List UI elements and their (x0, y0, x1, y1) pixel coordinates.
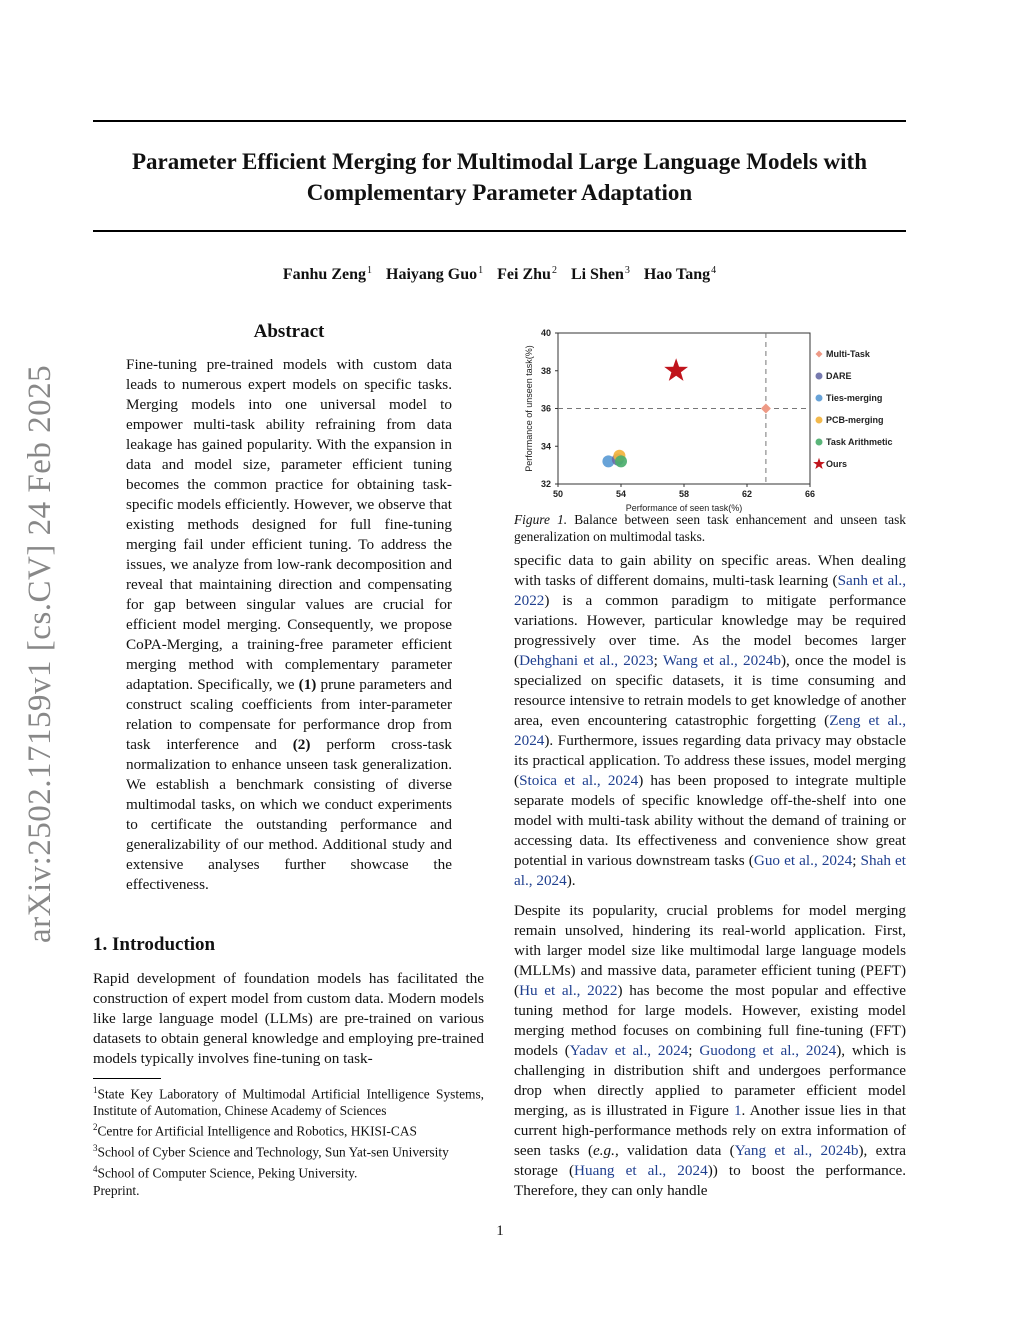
legend-label: Ties-merging (826, 393, 883, 403)
author (644, 266, 716, 283)
legend-label: Multi-Task (826, 349, 870, 359)
legend-label: Ours (826, 459, 848, 469)
footnote-text: Centre for Artificial Intelligence and Robotics, HKISI-CAS (97, 1123, 417, 1139)
footnotes (93, 1082, 484, 1182)
data-point-ours (664, 358, 688, 381)
figure-1 (514, 325, 906, 515)
author-name: Li Shen (570, 266, 624, 284)
author (283, 266, 372, 283)
body-text: Despite its popularity, crucial problems for model merging remain unsolved, hindering its real-world application. First, with larger model size like multimodal large language models (MLLMs) and massive data, parameter efficient tuning (PEFT) ( (514, 902, 906, 999)
citation-link[interactable]: Huang et al., 2024 (574, 1162, 708, 1179)
x-tick-label: 66 (804, 489, 816, 499)
legend-marker (813, 458, 825, 469)
footnote-text: School of Cyber Science and Technology, Sun Yat-sen University (97, 1144, 449, 1160)
citation-link[interactable]: Hu et al., 2022 (519, 982, 618, 999)
author (571, 266, 630, 283)
footnote (93, 1140, 484, 1161)
citation-link[interactable]: Zeng et al., 2024 (514, 712, 906, 749)
y-tick-label: 38 (540, 365, 551, 376)
body-text: ) is a common paradigm to mitigate performance variations. However, particular knowledge may be required progressively over time. As the model becomes larger ( (514, 592, 906, 669)
x-tick-label: 58 (678, 489, 690, 499)
y-tick-label: 34 (540, 441, 551, 452)
figure-caption-label: Figure 1. (514, 512, 568, 527)
body-paragraph (514, 551, 906, 891)
author-list (93, 265, 906, 284)
footnote (93, 1119, 484, 1140)
body-text: specific data to gain ability on specific areas. When dealing with tasks of different domains, multi-task learning ( (514, 552, 906, 589)
body-paragraph (514, 901, 906, 1201)
legend-marker (816, 417, 823, 424)
citation-link[interactable]: Stoica et al., 2024 (519, 772, 639, 789)
abstract-text: Fine-tuning pre-trained models with custom data leads to numerous expert models on specific tasks. Merging models into one universal model to empower multi-task ability refraining from data leakage has gained popularity. With the expansion in data and model size, parameter efficient tuning becomes the common practice for obtaining task-specific models efficiently. However, we observe that existing methods designed for full fine-tuning merging fail under efficient tuning. To address the issues, we analyze from low-rank decomposition and reveal that maintaining direction and compensating for gap between singular values are crucial for efficient model merging. Consequently, we propose CoPA-Merging, a training-free parameter efficient merging method with complementary parameter adaptation. Specifically, we (126, 356, 452, 693)
footnote (93, 1161, 484, 1182)
citation-link[interactable]: 1 (733, 1102, 742, 1119)
figure-caption-text: Balance between seen task enhancement and unseen task generalization on multimodal tasks. (514, 512, 906, 544)
author-name: Fei Zhu (497, 266, 551, 284)
citation-link[interactable]: Yang et al., 2024b (734, 1142, 859, 1159)
body-text: ). Furthermore, issues regarding data privacy may obstacle its practical application. To address these issues, model merging ( (514, 732, 906, 789)
legend-label: Task Arithmetic (826, 437, 893, 447)
body-text: ) has been proposed to integrate multiple separate models of specific knowledge off-the-shelf into one model with multi-task ability without the demand of training or accessing data. Its effectiveness and convenience show great potential in various downstream tasks ( (514, 772, 906, 869)
x-tick-label: 62 (741, 489, 753, 499)
y-axis-label: Performance of unseen task(%) (524, 345, 534, 472)
footnote-number: 4 (93, 1164, 98, 1175)
citation-link[interactable]: Yadav et al., 2024 (569, 1042, 689, 1059)
title-bottom-rule (93, 230, 906, 232)
body-text: ; (852, 852, 861, 869)
body-text: )) to boost the performance. Therefore, they can only handle (514, 1162, 906, 1199)
top-rule (93, 120, 906, 122)
abstract-body (126, 355, 452, 895)
citation-link[interactable]: Guo et al., 2024 (753, 852, 853, 869)
legend-marker (816, 373, 823, 380)
body-text: ), which is challenging in distribution shift and undergoes performance drop when directly applied to parameter efficient model merging, as is illustrated in Figure (514, 1042, 906, 1119)
body-text: ) has become the most popular and effective tuning method for large models. However, existing model merging method focuses on combining full fine-tuning (FFT) models ( (514, 982, 906, 1059)
body-text: ; (653, 652, 663, 669)
legend-marker (816, 351, 823, 358)
preprint-note: Preprint. (93, 1183, 140, 1198)
citation-link[interactable]: Guodong et al., 2024 (699, 1042, 837, 1059)
body-text: ), extra storage ( (514, 1142, 906, 1179)
legend-label: DARE (826, 371, 852, 381)
footnote (93, 1082, 484, 1119)
arxiv-stamp: arXiv:2502.17159v1 [cs.CV] 24 Feb 2025 (22, 364, 58, 943)
page-number: 1 (496, 1223, 504, 1239)
body-text: ; (688, 1042, 700, 1059)
legend-marker (816, 439, 823, 446)
author-name: Fanhu Zeng (282, 266, 366, 284)
body-text: ). (566, 872, 576, 889)
scatter-chart (514, 325, 906, 515)
x-tick-label: 54 (615, 489, 627, 499)
x-axis-label: Performance of seen task(%) (625, 503, 743, 513)
abstract-heading: Abstract (253, 321, 325, 342)
y-tick-label: 40 (540, 328, 551, 338)
footnote-text: School of Computer Science, Peking University. (97, 1165, 358, 1181)
author-affiliation-mark: 1 (367, 265, 372, 276)
intro-heading: 1. Introduction (93, 934, 216, 955)
footnote-number: 2 (93, 1122, 98, 1133)
data-point-task-arithmetic (615, 455, 627, 467)
author-affiliation-mark: 4 (711, 265, 717, 276)
x-tick-label: 50 (552, 489, 564, 499)
y-tick-label: 32 (540, 479, 551, 489)
right-column-body (514, 551, 906, 1211)
author-affiliation-mark: 2 (551, 265, 557, 276)
author-name: Haiyang Guo (386, 266, 478, 284)
footnote-number: 3 (93, 1143, 98, 1154)
body-text: ), once the model is specialized on specific datasets, it is time consuming and resource intensive to retrain models to get knowledge of another area, even encountering catastrophic forgetting ( (514, 652, 907, 729)
body-text: . Another issue lies in that current high-performance methods rely on extra information of seen tasks ( (514, 1102, 906, 1159)
citation-link[interactable]: Wang et al., 2024b (662, 652, 781, 669)
abstract-step-marker: (1) (298, 676, 317, 693)
abstract-step-marker: (2) (292, 736, 311, 753)
abstract-text: prune parameters and construct scaling coefficients from inter-parameter relation to compensate for performance drop from task interference and (126, 676, 453, 753)
abstract-text: perform cross-task normalization to enhance unseen task generalization. We establish a benchmark consisting of diverse multimodal tasks, on which we conduct experiments to certificate the outstanding performance and generalizability of our method. Additional study and extensive analyses further showcase the effectiveness. (126, 736, 452, 893)
author-affiliation-mark: 3 (624, 265, 630, 276)
author-affiliation-mark: 1 (478, 265, 484, 276)
legend-label: PCB-merging (826, 415, 884, 425)
intro-body: Rapid development of foundation models has facilitated the construction of expert model from custom data. Modern models like large language model (LLMs) are pre-trained on various datasets to obtain general knowledge and employing pre-trained models typically involves fine-tuning on task- (93, 970, 484, 1067)
author-name: Hao Tang (643, 266, 711, 284)
footnote-text: State Key Laboratory of Multimodal Artificial Intelligence Systems, Institute of Automation, Chinese Academy of Sciences (93, 1086, 484, 1118)
citation-link[interactable]: Shah et al., 2024 (514, 852, 906, 889)
legend-marker (816, 395, 823, 402)
author (386, 266, 483, 283)
citation-link[interactable]: Dehghani et al., 2023 (519, 652, 654, 669)
footnote-number: 1 (93, 1085, 98, 1095)
footnote-rule (93, 1078, 161, 1079)
figure-caption (514, 511, 906, 545)
body-text: , validation data ( (614, 1142, 735, 1159)
author (497, 266, 557, 283)
body-text-italic: e.g. (593, 1142, 615, 1159)
paper-title: Parameter Efficient Merging for Multimodal Large Language Models with Complementary Parameter Adaptation (131, 149, 868, 205)
y-tick-label: 36 (540, 403, 551, 414)
data-point-multi-task (761, 404, 771, 414)
citation-link[interactable]: Sanh et al., 2022 (514, 572, 907, 609)
